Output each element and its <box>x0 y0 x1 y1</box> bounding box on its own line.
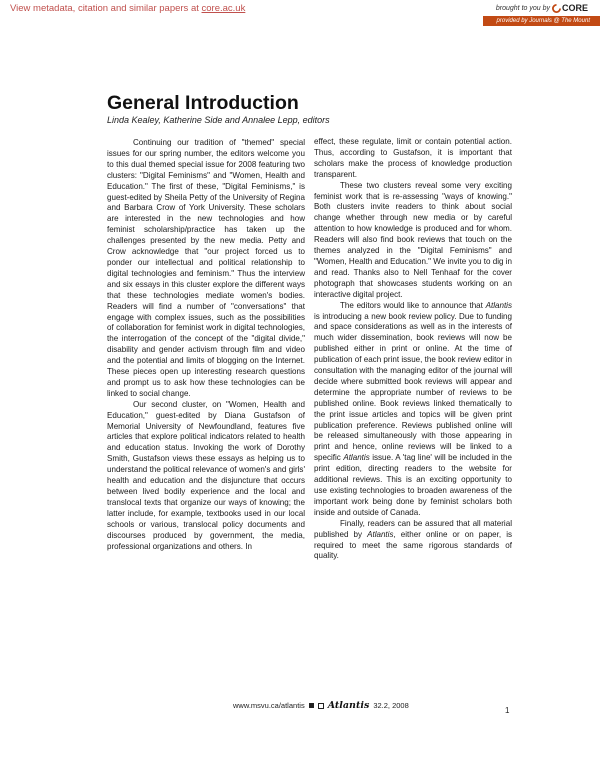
journal-name: Atlantis <box>367 529 394 539</box>
text-run: The editors would like to announce that <box>340 300 486 310</box>
journal-name: Atlantis <box>343 453 370 463</box>
right-column <box>314 137 512 562</box>
text-run: issue. A 'tag line' will be included in the print edition, directing readers to the website for additional reviews. This is an exciting opportunity to use existing technologies to broaden awareness of the important work being done by feminist scholars both inside and outside of Canada. <box>314 453 512 517</box>
core-metadata-link[interactable] <box>10 3 245 14</box>
article-authors: Linda Kealey, Katherine Side and Annalee Lepp, editors <box>107 115 330 125</box>
text-run: is introducing a new book review policy. Due to funding and space considerations as well as in the interests of much wider dissemination, book reviews will now be published either in print or online. At the time of publication of each print issue, the book review editor in consultation with the managing editor of the journal will decide where submitted book reviews will appear and determine the appropriate number of reviews to be published online. Book reviews linked thematically to the print issue articles and topics will be given print publication preference. Reviews published online will be released simultaneously with those appearing in print and hence, online reviews will be linked to a specific <box>314 311 512 463</box>
footer-url: www.msvu.ca/atlantis <box>233 701 305 710</box>
top-bar <box>0 0 600 30</box>
square-bullet-icon <box>309 703 314 708</box>
core-link[interactable]: core.ac.uk <box>201 3 246 14</box>
paragraph: Our second cluster, on "Women, Health and Education," guest-edited by Diana Gustafson of Memorial University of Newfoundland, features five articles that explore political indicators related to health and education status. Invoking the work of Dorothy Smith, Gustafson views these essays as helping us to understand the political relevance of women's and girls' health and education and the disjuncture that occurs between lived bodily experience and the local and translocal texts that organize our ways of knowing; the latter include, for example, textbooks used in our local schools or various, translocal policy documents and discourses produced by government, the media, professional organizations and others. In <box>107 399 305 551</box>
text-run: , either online or on paper, is required to meet the same rigorous standards of quality. <box>314 529 513 561</box>
footer-issue: 32.2, 2008 <box>373 701 409 710</box>
paragraph: effect, these regulate, limit or contain potential action. Thus, according to Gustafson, it is important that scholars make the process of knowledge production transparent. <box>314 137 512 179</box>
page-footer <box>233 700 409 711</box>
journal-name: Atlantis <box>485 300 512 310</box>
provided-by-bar[interactable]: provided by Journals @ The Mount <box>483 16 600 26</box>
paragraph <box>314 519 512 563</box>
paragraph: These two clusters reveal some very exciting feminist work that is re-assessing "ways of knowing." Both clusters invite readers to think about social change whether through new media or by careful attention to how knowledge is produced and for whom. Readers will also find book reviews that touch on the themes analyzed in the "Digital Feminisms" and "Women, Health and Education." We invite you to dig in and read. Thanks also to Nell Tenhaaf for the cover photograph that showcases students working on an interactive digital project. <box>314 180 512 299</box>
metadata-text: View metadata, citation and similar papers at <box>10 3 202 14</box>
page-number: 1 <box>505 706 510 715</box>
brought-by[interactable] <box>496 3 588 13</box>
paragraph: Continuing our tradition of "themed" special issues for our spring number, the editors welcome you to this dual themed special issue for 2008 featuring two clusters: "Digital Feminisms" and "Women, Health and Education." The first of these, "Digital Feminisms," is guest-edited by Sheila Petty of the University of Regina and Barbara Crow of York University. These scholars are interested in the new technologies and how feminist scholarship/practice has taken up the challenges presented by the new media. Petty and Crow acknowledge that "our project forced us to ponder our intellectual and political relationship to digital technologies and feminism." Thus the interview and six essays in this cluster explore the different ways that these technologies mediate women's bodies. Readers will find a number of "conversations" that engage with complex issues, such as the possibilities of collaboration for feminist work in digital technologies, the interrogation of the concept of the "digital divide," disability and gender activism through film and video and the potential and limits of blogging on the Internet. These pieces open up interesting research questions and prompt us to ask how these technologies can be linked to social change. <box>107 138 305 398</box>
footer-journal: Atlantis <box>327 700 370 711</box>
core-label: CORE <box>561 3 588 13</box>
paragraph <box>314 301 512 519</box>
text-run: Finally, readers can be assured that all material published by <box>314 518 512 539</box>
core-icon <box>552 4 561 13</box>
brought-by-text: brought to you by <box>495 4 550 12</box>
article-title: General Introduction <box>107 92 299 114</box>
open-square-icon <box>318 703 324 709</box>
left-column <box>107 138 305 552</box>
core-logo <box>552 3 588 13</box>
